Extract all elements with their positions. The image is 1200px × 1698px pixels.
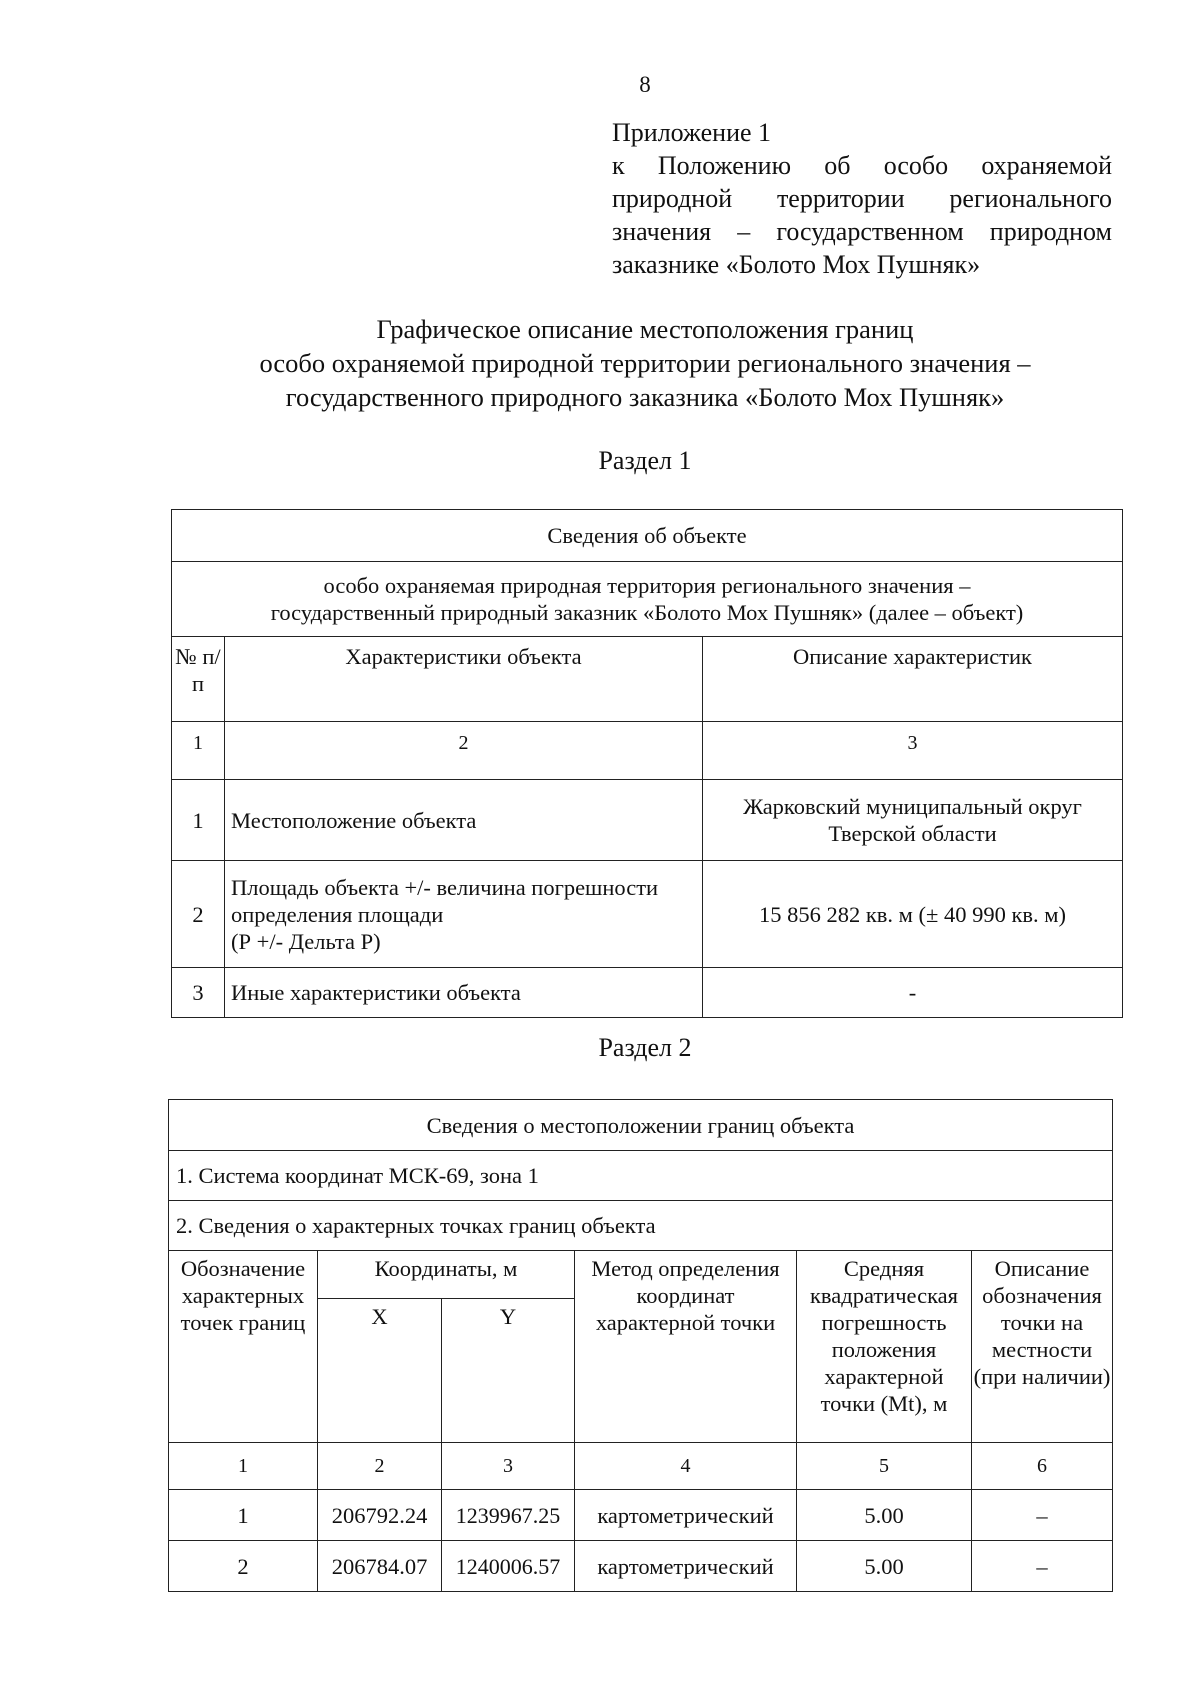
points-caption: 2. Сведения о характерных точках границ объекта — [169, 1201, 1113, 1251]
characteristic-cell: Иные характеристики объекта — [225, 968, 703, 1018]
description-line: Жарковский муниципальный округ — [743, 794, 1082, 819]
table-row — [172, 968, 1123, 1018]
column-header: Характеристики объекта — [225, 637, 703, 722]
object-name-cell — [172, 562, 1123, 637]
column-header: Средняя квадратическая погрешность положения характерной точки (Mt), м — [797, 1251, 972, 1443]
column-header: Y — [442, 1299, 575, 1443]
section-1-heading: Раздел 1 — [598, 446, 692, 475]
characteristic-cell: Местоположение объекта — [225, 780, 703, 861]
y-coordinate: 1240006.57 — [442, 1541, 575, 1592]
x-coordinate: 206784.07 — [318, 1541, 442, 1592]
row-number: 3 — [172, 968, 225, 1018]
column-number: 1 — [169, 1443, 318, 1490]
document-title-line: государственного природного заказника «Болото Мох Пушняк» — [285, 382, 1005, 412]
method: картометрический — [575, 1490, 797, 1541]
row-number: 2 — [172, 861, 225, 968]
characteristic-cell — [225, 861, 703, 968]
column-number: 2 — [225, 722, 703, 780]
object-name-line: государственный природный заказник «Болото Мох Пушняк» (далее – объект) — [270, 600, 1024, 625]
method: картометрический — [575, 1541, 797, 1592]
page-number: 8 — [639, 72, 651, 97]
description-cell: - — [703, 968, 1123, 1018]
description-cell — [703, 780, 1123, 861]
column-number: 6 — [972, 1443, 1113, 1490]
coordinate-system: 1. Система координат МСК-69, зона 1 — [169, 1151, 1113, 1201]
document-title-line: Графическое описание местоположения границ — [376, 314, 914, 344]
table-row — [172, 780, 1123, 861]
appendix-block — [612, 116, 1112, 281]
table-row — [169, 1490, 1113, 1541]
column-number: 4 — [575, 1443, 797, 1490]
column-number: 3 — [442, 1443, 575, 1490]
characteristic-line: определения площади — [231, 901, 444, 927]
object-info-table — [171, 509, 1123, 1018]
point-description: – — [972, 1541, 1113, 1592]
table-row — [169, 1541, 1113, 1592]
column-header: Описание характеристик — [703, 637, 1123, 722]
document-title-line: особо охраняемой природной территории регионального значения – — [259, 348, 1031, 378]
characteristic-line: (Р +/- Дельта Р) — [231, 928, 381, 954]
object-name-line: особо охраняемая природная территория регионального значения – — [323, 573, 971, 598]
column-header: X — [318, 1299, 442, 1443]
column-header: Координаты, м — [318, 1251, 575, 1299]
description-cell: 15 856 282 кв. м (± 40 990 кв. м) — [703, 861, 1123, 968]
column-header: № п/п — [172, 637, 225, 722]
boundary-points-table — [168, 1099, 1113, 1592]
point-description: – — [972, 1490, 1113, 1541]
column-number: 1 — [172, 722, 225, 780]
column-header: Описание обозначения точки на местности (при наличии) — [972, 1251, 1113, 1443]
error: 5.00 — [797, 1490, 972, 1541]
column-header: Обозначение характерных точек границ — [169, 1251, 318, 1443]
section-2-heading: Раздел 2 — [598, 1033, 692, 1062]
table-title: Сведения о местоположении границ объекта — [169, 1100, 1113, 1151]
document-title — [0, 312, 1200, 414]
column-number: 2 — [318, 1443, 442, 1490]
row-number: 1 — [172, 780, 225, 861]
description-line: Тверской области — [828, 821, 997, 846]
point-id: 2 — [169, 1541, 318, 1592]
table-row — [172, 861, 1123, 968]
characteristic-line: Площадь объекта +/- величина погрешности — [231, 874, 659, 900]
appendix-title: Приложение 1 — [612, 118, 772, 147]
point-id: 1 — [169, 1490, 318, 1541]
error: 5.00 — [797, 1541, 972, 1592]
appendix-body: к Положению об особо охраняемой природной территории регионального значения – государственном природном заказнике «Болото Мох Пушняк» — [612, 151, 1112, 279]
x-coordinate: 206792.24 — [318, 1490, 442, 1541]
column-number: 3 — [703, 722, 1123, 780]
table-title: Сведения об объекте — [172, 510, 1123, 562]
y-coordinate: 1239967.25 — [442, 1490, 575, 1541]
column-header: Метод определения координат характерной точки — [575, 1251, 797, 1443]
column-number: 5 — [797, 1443, 972, 1490]
